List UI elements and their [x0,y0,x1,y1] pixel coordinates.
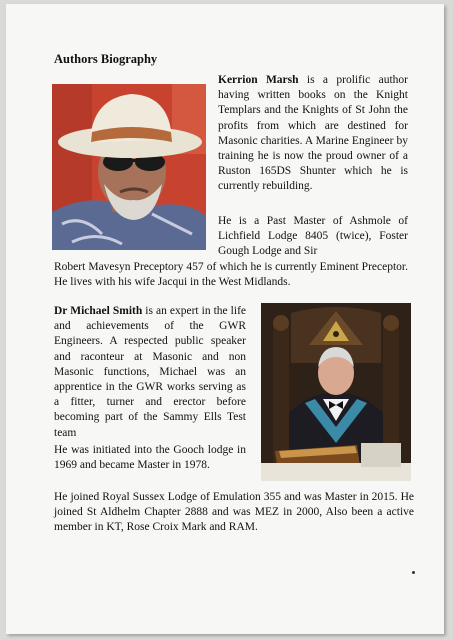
author1-bio-text: is a prolific author having written books on the Knight Templars and the Knights of St John the profits from which are destined for Masonic charities. A Marine Engineer by training he is now the proud owner of a Ruston 165DS Shunter which he is currently rebuilding. [218,74,408,193]
author2-bio-para2a: He was initiated into the Gooch lodge in 1969 and became Master in 1978. [54,444,246,472]
author1-name: Kerrion Marsh [218,74,299,86]
page-speck [412,571,415,574]
author2-bio-para2b: He joined Royal Sussex Lodge of Emulation 355 and was Master in 2015. He joined St Aldhelm Chapter 2888 and was MEZ in 2000, Also been a active member in KT, Rose Croix Mark and RAM. [54,491,414,534]
author-photo-kerrion-marsh [52,84,206,250]
page-heading: Authors Biography [54,52,158,66]
author2-bio-text: is an expert in the life and achievements of the GWR Engineers. A respected public speaker and raconteur at Masonic and non Masonic functions, Michael was an apprentice in the GWR works serving as a fitter, turner and erector before becoming part of the Sammy Ells Test team [54,305,247,439]
book-page [6,4,444,634]
author2-name: Dr Michael Smith [54,305,143,317]
author2-bio-para1 [54,304,246,441]
author1-bio-para2a: He is a Past Master of Ashmole of Lichfield Lodge 8405 (twice), Foster Gough Lodge and Sir [218,215,408,258]
author1-bio-para2b: Robert Mavesyn Preceptory 457 of which he is currently Eminent Preceptor. He lives with his wife Jacqui in the West Midlands. [54,261,408,289]
author1-bio-para1 [218,73,408,195]
author-photo-michael-smith [261,303,411,481]
